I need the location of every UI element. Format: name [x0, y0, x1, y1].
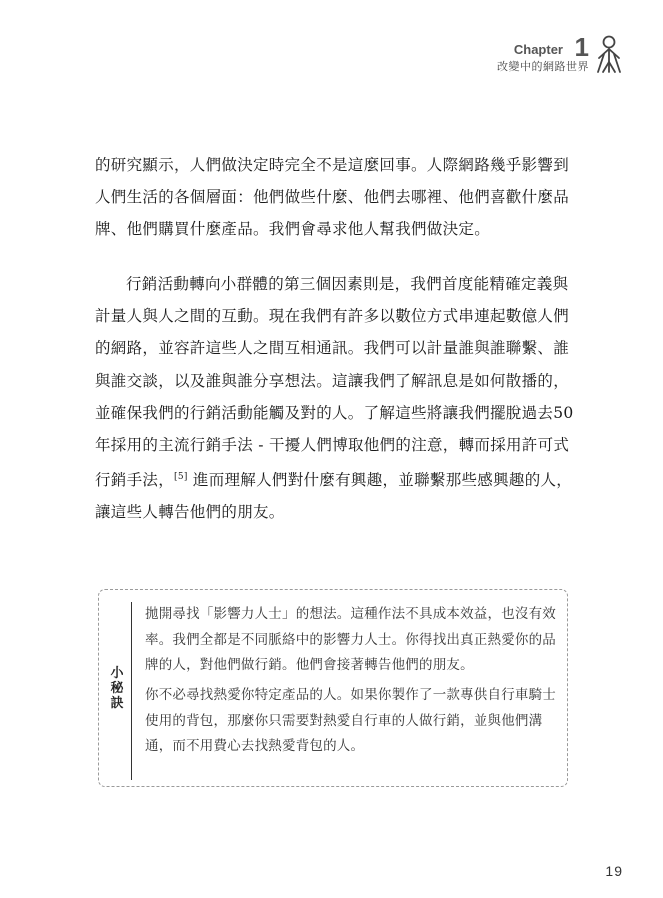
chapter-number: 1	[574, 32, 589, 62]
paragraph-2-text: 行銷活動轉向小群體的第三個因素則是，我們首度能精確定義與計量人與人之間的互動。現在我們有許多以數位方式串連起數億人們的網路，並容許這些人之間互相通訊。我們可以計量誰與誰聯繫、誰與誰交談，以及誰與誰分享想法。這讓我們了解訊息是如何散播的，並確保我們的行銷活動能觸及對的人。了解這些將讓我們擺脫過去50年採用的主流行銷手法 - 干擾人們博取他們的注意，轉而採用許可式行銷手法，	[95, 275, 574, 490]
chapter-title: 改變中的網路世界	[497, 60, 589, 73]
tip-box	[98, 589, 568, 787]
tip-paragraph-2: 你不必尋找熱愛你特定產品的人。如果你製作了一款專供自行車騎士使用的背包，那麼你只需要對熱愛自行車的人做行銷，並與他們溝通，而不用費心去找熱愛背包的人。	[145, 687, 556, 754]
people-group-icon	[593, 34, 625, 74]
chapter-word: Chapter	[513, 42, 563, 57]
body-paragraph-2	[95, 268, 575, 529]
tip-divider	[131, 602, 132, 780]
citation-ref: [5]	[174, 472, 188, 483]
tip-paragraph-1: 拋開尋找「影響力人士」的想法。這種作法不具成本效益，也沒有效率。我們全都是不同脈絡中的影響力人士。你得找出真正熱愛你的品牌的人，對他們做行銷。他們會接著轉告他們的朋友。	[145, 606, 556, 673]
body-paragraph-1: 的研究顯示，人們做決定時完全不是這麼回事。人際網路幾乎影響到人們生活的各個層面：他們做些什麼、他們去哪裡、他們喜歡什麼品牌、他們購買什麼產品。我們會尋求他人幫我們做決定。	[95, 156, 570, 239]
page-number: 19	[605, 863, 623, 879]
tip-label: 小秘訣	[110, 666, 124, 711]
paragraph-2-text-end: 進而理解人們對什麼有興趣，並聯繫那些感興趣的人，讓這些人轉告他們的朋友。	[95, 471, 573, 522]
